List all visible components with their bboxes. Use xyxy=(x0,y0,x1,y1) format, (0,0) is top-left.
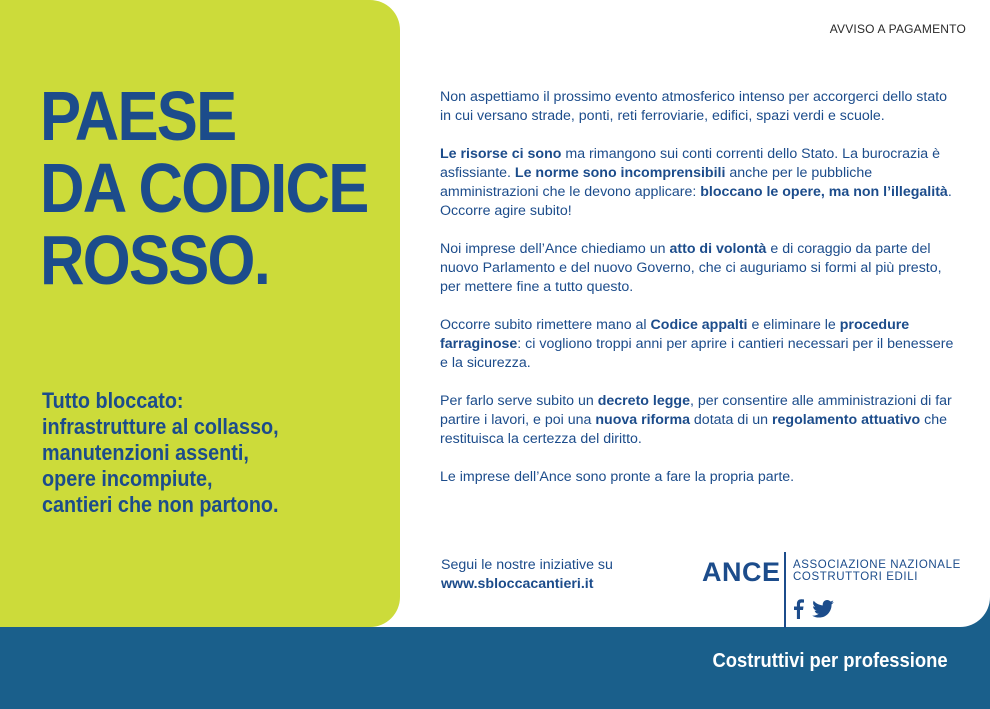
subhead-line: opere incompiute, xyxy=(42,466,213,491)
emphasis-text: nuova riforma xyxy=(595,412,690,428)
emphasis-text: Le norme sono incomprensibili xyxy=(514,165,726,181)
emphasis-text: regolamento attuativo xyxy=(772,412,921,428)
subhead-line: cantieri che non partono. xyxy=(42,492,279,517)
body-text-run: che restituisca la certezza del diritto. xyxy=(440,412,948,447)
body-text-run: e eliminare le xyxy=(747,317,840,333)
body-text-run: . Occorre agire subito! xyxy=(440,184,952,219)
headline-line: DA CODICE xyxy=(40,149,368,227)
body-paragraph xyxy=(440,392,960,449)
body-text-run: , per consentire alle amministrazioni di far partire i lavori, e poi una xyxy=(440,393,952,428)
subhead-line: infrastrutture al collasso, xyxy=(42,414,279,439)
emphasis-text: bloccano le opere, ma non l’illegalità xyxy=(700,184,948,200)
paid-notice-label: AVVISO A PAGAMENTO xyxy=(829,22,966,36)
follow-block xyxy=(441,556,613,594)
association-name-line: ASSOCIAZIONE NAZIONALE xyxy=(793,559,961,571)
social-links xyxy=(793,598,834,620)
body-text-run: anche per le pubbliche amministrazioni che le devono applicare: xyxy=(440,165,873,200)
body-text-run: Occorre subito rimettere mano al xyxy=(440,317,651,333)
subhead-line: manutenzioni assenti, xyxy=(42,440,249,465)
follow-label: Segui le nostre iniziative su xyxy=(441,557,613,573)
body-text-run: dotata di un xyxy=(689,412,773,428)
body-text-run: Noi imprese dell’Ance chiediamo un xyxy=(440,241,670,257)
body-text-run: ma rimangono sui conti correnti dello Stato. La burocrazia è asfissiante. xyxy=(440,146,940,181)
facebook-icon[interactable] xyxy=(793,599,804,619)
subhead xyxy=(42,388,279,518)
body-text-run: e di coraggio da parte del nuovo Parlamento e del nuovo Governo, che ci auguriamo si formi al più presto, per mettere fine a tutto questo. xyxy=(440,241,942,295)
association-name-line: COSTRUTTORI EDILI xyxy=(793,571,918,583)
body-text xyxy=(440,88,960,506)
logo-divider xyxy=(784,552,786,628)
association-name xyxy=(793,559,961,583)
headline-line: ROSSO. xyxy=(40,221,270,299)
body-paragraph xyxy=(440,316,960,373)
headline xyxy=(40,77,368,299)
emphasis-text: decreto legge xyxy=(597,393,690,409)
website-link[interactable]: www.sbloccacantieri.it xyxy=(441,576,594,592)
body-paragraph xyxy=(440,145,960,221)
body-paragraph xyxy=(440,240,960,297)
emphasis-text: Codice appalti xyxy=(650,317,748,333)
headline-line: PAESE xyxy=(40,77,236,155)
body-paragraph xyxy=(440,88,960,126)
body-text-run: Le imprese dell’Ance sono pronte a fare la propria parte. xyxy=(440,469,795,485)
emphasis-text: Le risorse ci sono xyxy=(440,146,562,162)
body-paragraph xyxy=(440,468,960,487)
tagline: Costruttivi per professione xyxy=(712,650,948,672)
body-text-run: Per farlo serve subito un xyxy=(440,393,598,409)
subhead-line: Tutto bloccato: xyxy=(42,388,184,413)
body-text-run: : ci vogliono troppi anni per aprire i cantieri necessari per il benessere e la sicurezza. xyxy=(440,336,954,371)
twitter-icon[interactable] xyxy=(812,600,834,618)
ance-logo: ANCE xyxy=(702,557,781,587)
emphasis-text: atto di volontà xyxy=(669,241,767,257)
body-text-run: Non aspettiamo il prossimo evento atmosferico intenso per accorgerci dello stato in cui versano strade, ponti, reti ferroviarie, edifici, spazi verdi e scuole. xyxy=(440,89,948,124)
emphasis-text: procedure farraginose xyxy=(440,317,910,352)
